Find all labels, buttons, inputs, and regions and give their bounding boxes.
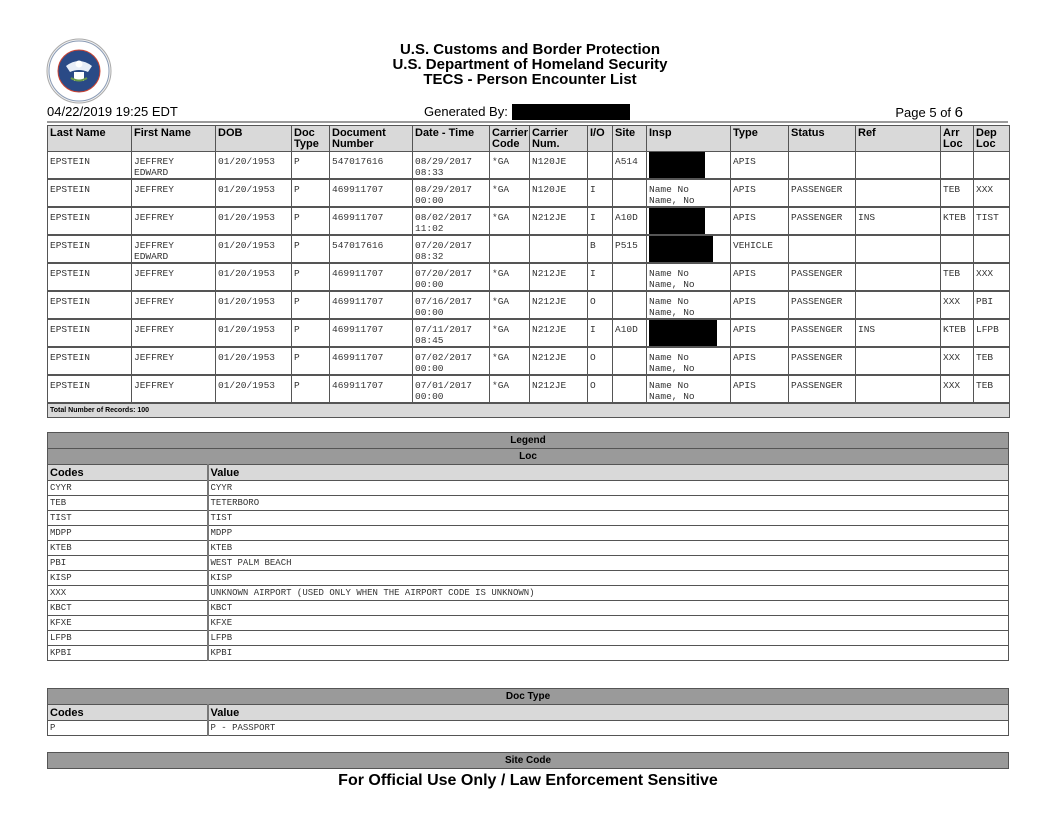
classification-footer: For Official Use Only / Law Enforcement Sensitive [338, 772, 718, 789]
cell-type: APIS [731, 291, 789, 319]
table-row[interactable] [48, 375, 1010, 403]
legend-value: KPBI [208, 646, 1009, 661]
cell-first-name: JEFFREY EDWARD [132, 235, 216, 263]
cell-last-name: EPSTEIN [48, 347, 132, 375]
cell-ref: INS [856, 207, 941, 235]
cell-site: A10D [613, 319, 647, 347]
col-first-name[interactable]: First Name [132, 126, 216, 152]
redaction-box [512, 104, 630, 120]
cell-arr-loc: TEB [941, 179, 974, 207]
cell-type: APIS [731, 319, 789, 347]
cell-arr-loc: XXX [941, 291, 974, 319]
cell-last-name: EPSTEIN [48, 291, 132, 319]
cell-date-time: 07/01/2017 00:00 [413, 375, 490, 403]
cell-date-time: 07/16/2017 00:00 [413, 291, 490, 319]
legend-doc-type-rows [48, 721, 1009, 736]
cell-ref [856, 179, 941, 207]
cell-document-number: 469911707 [330, 207, 413, 235]
cell-last-name: EPSTEIN [48, 319, 132, 347]
cell-insp: Name No Name, No [647, 347, 731, 375]
cell-arr-loc: XXX [941, 347, 974, 375]
generated-by [424, 104, 630, 120]
cell-date-time: 08/29/2017 00:00 [413, 179, 490, 207]
legend-row [48, 631, 1009, 646]
col-document-number[interactable]: Document Number [330, 126, 413, 152]
cell-io: I [588, 263, 613, 291]
cell-io [588, 152, 613, 180]
legend-value: TETERBORO [208, 496, 1009, 511]
redaction-box [649, 208, 705, 234]
cell-ref [856, 235, 941, 263]
col-io[interactable]: I/O [588, 126, 613, 152]
cell-last-name: EPSTEIN [48, 375, 132, 403]
legend-row [48, 511, 1009, 526]
cell-carrier-code: *GA [490, 152, 530, 180]
legend-value: LFPB [208, 631, 1009, 646]
generated-datetime: 04/22/2019 19:25 EDT [47, 104, 178, 119]
cell-dob: 01/20/1953 [216, 319, 292, 347]
col-ref[interactable]: Ref [856, 126, 941, 152]
org-line-2: U.S. Department of Homeland Security [392, 56, 668, 73]
cell-site [613, 179, 647, 207]
cell-carrier-code: *GA [490, 319, 530, 347]
cell-dob: 01/20/1953 [216, 207, 292, 235]
cell-date-time: 08/02/2017 11:02 [413, 207, 490, 235]
legend-doc-codes-header: Codes [48, 705, 208, 721]
cell-io: O [588, 347, 613, 375]
legend-row [48, 721, 1009, 736]
cell-first-name: JEFFREY [132, 319, 216, 347]
cell-dep-loc: PBI [974, 291, 1010, 319]
cell-arr-loc: KTEB [941, 207, 974, 235]
cell-io: I [588, 207, 613, 235]
cell-dep-loc: TEB [974, 375, 1010, 403]
cell-io: B [588, 235, 613, 263]
col-carrier-code[interactable]: Carrier Code [490, 126, 530, 152]
legend-row [48, 496, 1009, 511]
cell-insp [647, 207, 731, 235]
col-site[interactable]: Site [613, 126, 647, 152]
legend-title: Legend [48, 433, 1009, 449]
col-doc-type[interactable]: Doc Type [292, 126, 330, 152]
cell-dob: 01/20/1953 [216, 263, 292, 291]
table-row[interactable] [48, 152, 1010, 180]
cell-io: I [588, 179, 613, 207]
cell-dep-loc [974, 152, 1010, 180]
cell-doc-type: P [292, 152, 330, 180]
cell-ref: INS [856, 319, 941, 347]
col-dob[interactable]: DOB [216, 126, 292, 152]
cell-last-name: EPSTEIN [48, 263, 132, 291]
cell-arr-loc: XXX [941, 375, 974, 403]
cell-ref [856, 152, 941, 180]
cell-dep-loc: TEB [974, 347, 1010, 375]
legend-code: TEB [48, 496, 208, 511]
legend-code: LFPB [48, 631, 208, 646]
cell-doc-type: P [292, 263, 330, 291]
cell-status: PASSENGER [789, 347, 856, 375]
total-row [48, 403, 1010, 418]
col-type[interactable]: Type [731, 126, 789, 152]
cell-doc-type: P [292, 291, 330, 319]
cell-ref [856, 375, 941, 403]
cell-carrier-num: N212JE [530, 375, 588, 403]
cell-carrier-num: N212JE [530, 207, 588, 235]
cell-insp: Name No Name, No [647, 179, 731, 207]
cell-dep-loc: XXX [974, 179, 1010, 207]
header-meta [47, 104, 1008, 120]
cell-io: I [588, 319, 613, 347]
cell-carrier-code: *GA [490, 263, 530, 291]
legend-doc-type-table [47, 688, 1009, 736]
cell-insp [647, 152, 731, 180]
cell-document-number: 469911707 [330, 291, 413, 319]
report-header [340, 42, 720, 87]
col-carrier-num[interactable]: Carrier Num. [530, 126, 588, 152]
cell-document-number: 547017616 [330, 235, 413, 263]
cell-ref [856, 263, 941, 291]
page-indicator [895, 104, 963, 121]
cell-first-name: JEFFREY [132, 207, 216, 235]
cell-type: APIS [731, 263, 789, 291]
page-total: 6 [954, 104, 963, 121]
legend-loc-value-header: Value [208, 465, 1009, 481]
cell-ref [856, 291, 941, 319]
cell-status: PASSENGER [789, 375, 856, 403]
cell-site: A514 [613, 152, 647, 180]
table-row[interactable] [48, 207, 1010, 235]
cell-last-name: EPSTEIN [48, 152, 132, 180]
cell-first-name: JEFFREY [132, 375, 216, 403]
redaction-box [649, 320, 717, 346]
cell-site [613, 291, 647, 319]
cell-status: PASSENGER [789, 263, 856, 291]
legend-row [48, 571, 1009, 586]
cell-doc-type: P [292, 235, 330, 263]
cell-status: PASSENGER [789, 207, 856, 235]
legend-site-code-table [47, 752, 1009, 769]
cell-dob: 01/20/1953 [216, 347, 292, 375]
cell-ref [856, 347, 941, 375]
cell-first-name: JEFFREY [132, 263, 216, 291]
legend-row [48, 601, 1009, 616]
report-title: TECS - Person Encounter List [423, 71, 637, 88]
legend-loc-table [47, 432, 1009, 661]
cell-type: APIS [731, 179, 789, 207]
cell-carrier-code: *GA [490, 291, 530, 319]
table-row[interactable] [48, 235, 1010, 263]
legend-site-code-title: Site Code [48, 753, 1009, 769]
legend-code: PBI [48, 556, 208, 571]
cell-type: APIS [731, 347, 789, 375]
legend-code: CYYR [48, 481, 208, 496]
cell-carrier-num: N212JE [530, 347, 588, 375]
legend-value: KFXE [208, 616, 1009, 631]
col-insp[interactable]: Insp [647, 126, 731, 152]
cell-date-time: 07/02/2017 00:00 [413, 347, 490, 375]
cell-carrier-num: N212JE [530, 263, 588, 291]
cell-dob: 01/20/1953 [216, 375, 292, 403]
cell-dep-loc: TIST [974, 207, 1010, 235]
cell-first-name: JEFFREY [132, 347, 216, 375]
cell-dep-loc [974, 235, 1010, 263]
encounter-rows [48, 152, 1010, 404]
legend-value: TIST [208, 511, 1009, 526]
cell-dob: 01/20/1953 [216, 152, 292, 180]
table-row[interactable] [48, 179, 1010, 207]
redaction-box [649, 152, 705, 178]
cell-document-number: 469911707 [330, 179, 413, 207]
cell-doc-type: P [292, 319, 330, 347]
legend-value: KISP [208, 571, 1009, 586]
cell-date-time: 07/11/2017 08:45 [413, 319, 490, 347]
legend-value: CYYR [208, 481, 1009, 496]
org-line-1: U.S. Customs and Border Protection [399, 41, 661, 58]
legend-row [48, 646, 1009, 661]
cell-insp [647, 235, 731, 263]
cell-date-time: 08/29/2017 08:33 [413, 152, 490, 180]
legend-doc-type-title: Doc Type [48, 689, 1009, 705]
cell-insp: Name No Name, No [647, 263, 731, 291]
legend-value: MDPP [208, 526, 1009, 541]
cell-carrier-num: N212JE [530, 319, 588, 347]
cell-status [789, 235, 856, 263]
cell-first-name: JEFFREY [132, 291, 216, 319]
header-divider [47, 121, 1008, 123]
legend-loc-rows [48, 481, 1009, 661]
table-header-row [48, 126, 1010, 152]
legend-code: KPBI [48, 646, 208, 661]
total-records: Total Number of Records: 100 [48, 403, 1010, 418]
legend-doc-value-header: Value [208, 705, 1009, 721]
cell-dob: 01/20/1953 [216, 235, 292, 263]
cell-last-name: EPSTEIN [48, 235, 132, 263]
cell-carrier-num: N120JE [530, 179, 588, 207]
cell-date-time: 07/20/2017 08:32 [413, 235, 490, 263]
legend-row [48, 541, 1009, 556]
legend-row [48, 616, 1009, 631]
cell-carrier-num: N120JE [530, 152, 588, 180]
legend-value: P - PASSPORT [208, 721, 1009, 736]
legend-code: KISP [48, 571, 208, 586]
legend-loc-codes-header: Codes [48, 465, 208, 481]
cell-site [613, 375, 647, 403]
legend-row [48, 526, 1009, 541]
cell-type: APIS [731, 152, 789, 180]
cell-dob: 01/20/1953 [216, 179, 292, 207]
cell-carrier-num: N212JE [530, 291, 588, 319]
col-arr-loc[interactable]: Arr Loc [941, 126, 974, 152]
cell-insp [647, 319, 731, 347]
cell-dep-loc: XXX [974, 263, 1010, 291]
cell-carrier-num [530, 235, 588, 263]
legend-code: P [48, 721, 208, 736]
cell-arr-loc [941, 152, 974, 180]
legend-value: WEST PALM BEACH [208, 556, 1009, 571]
page-label: Page 5 of [895, 105, 952, 120]
cell-doc-type: P [292, 375, 330, 403]
legend-value: UNKNOWN AIRPORT (USED ONLY WHEN THE AIRPORT CODE IS UNKNOWN) [208, 586, 1009, 601]
legend-row [48, 556, 1009, 571]
cell-site [613, 347, 647, 375]
legend-code: MDPP [48, 526, 208, 541]
cell-io: O [588, 291, 613, 319]
legend-value: KBCT [208, 601, 1009, 616]
redaction-box [649, 236, 713, 262]
cell-type: APIS [731, 207, 789, 235]
col-status[interactable]: Status [789, 126, 856, 152]
col-dep-loc[interactable]: Dep Loc [974, 126, 1010, 152]
legend-value: KTEB [208, 541, 1009, 556]
cell-arr-loc [941, 235, 974, 263]
cell-dep-loc: LFPB [974, 319, 1010, 347]
table-row[interactable] [48, 347, 1010, 375]
cell-carrier-code: *GA [490, 375, 530, 403]
cell-site: P515 [613, 235, 647, 263]
cell-document-number: 469911707 [330, 375, 413, 403]
cell-carrier-code: *GA [490, 347, 530, 375]
cell-status: PASSENGER [789, 291, 856, 319]
cell-document-number: 469911707 [330, 319, 413, 347]
cell-site: A10D [613, 207, 647, 235]
legend-row [48, 481, 1009, 496]
encounter-table [47, 125, 1010, 418]
legend-row [48, 586, 1009, 601]
cell-arr-loc: TEB [941, 263, 974, 291]
legend-code: TIST [48, 511, 208, 526]
legend-code: KBCT [48, 601, 208, 616]
cell-io: O [588, 375, 613, 403]
legend-code: KFXE [48, 616, 208, 631]
cell-carrier-code [490, 235, 530, 263]
cell-site [613, 263, 647, 291]
cell-status [789, 152, 856, 180]
cell-insp: Name No Name, No [647, 291, 731, 319]
cell-last-name: EPSTEIN [48, 207, 132, 235]
cell-type: VEHICLE [731, 235, 789, 263]
cell-status: PASSENGER [789, 179, 856, 207]
cell-document-number: 469911707 [330, 347, 413, 375]
cell-last-name: EPSTEIN [48, 179, 132, 207]
col-date-time[interactable]: Date - Time [413, 126, 490, 152]
cell-document-number: 469911707 [330, 263, 413, 291]
cell-first-name: JEFFREY [132, 179, 216, 207]
cell-doc-type: P [292, 207, 330, 235]
legend-code: KTEB [48, 541, 208, 556]
col-last-name[interactable]: Last Name [48, 126, 132, 152]
cell-document-number: 547017616 [330, 152, 413, 180]
dhs-seal-icon [46, 38, 112, 104]
cell-type: APIS [731, 375, 789, 403]
cell-carrier-code: *GA [490, 179, 530, 207]
table-row[interactable] [48, 291, 1010, 319]
legend-code: XXX [48, 586, 208, 601]
legend-loc-title: Loc [48, 449, 1009, 465]
cell-date-time: 07/20/2017 00:00 [413, 263, 490, 291]
cell-status: PASSENGER [789, 319, 856, 347]
cell-dob: 01/20/1953 [216, 291, 292, 319]
cell-doc-type: P [292, 347, 330, 375]
cell-first-name: JEFFREY EDWARD [132, 152, 216, 180]
cell-insp: Name No Name, No [647, 375, 731, 403]
cell-arr-loc: KTEB [941, 319, 974, 347]
cell-carrier-code: *GA [490, 207, 530, 235]
generated-by-label: Generated By: [424, 104, 508, 119]
table-row[interactable] [48, 319, 1010, 347]
cell-doc-type: P [292, 179, 330, 207]
table-row[interactable] [48, 263, 1010, 291]
